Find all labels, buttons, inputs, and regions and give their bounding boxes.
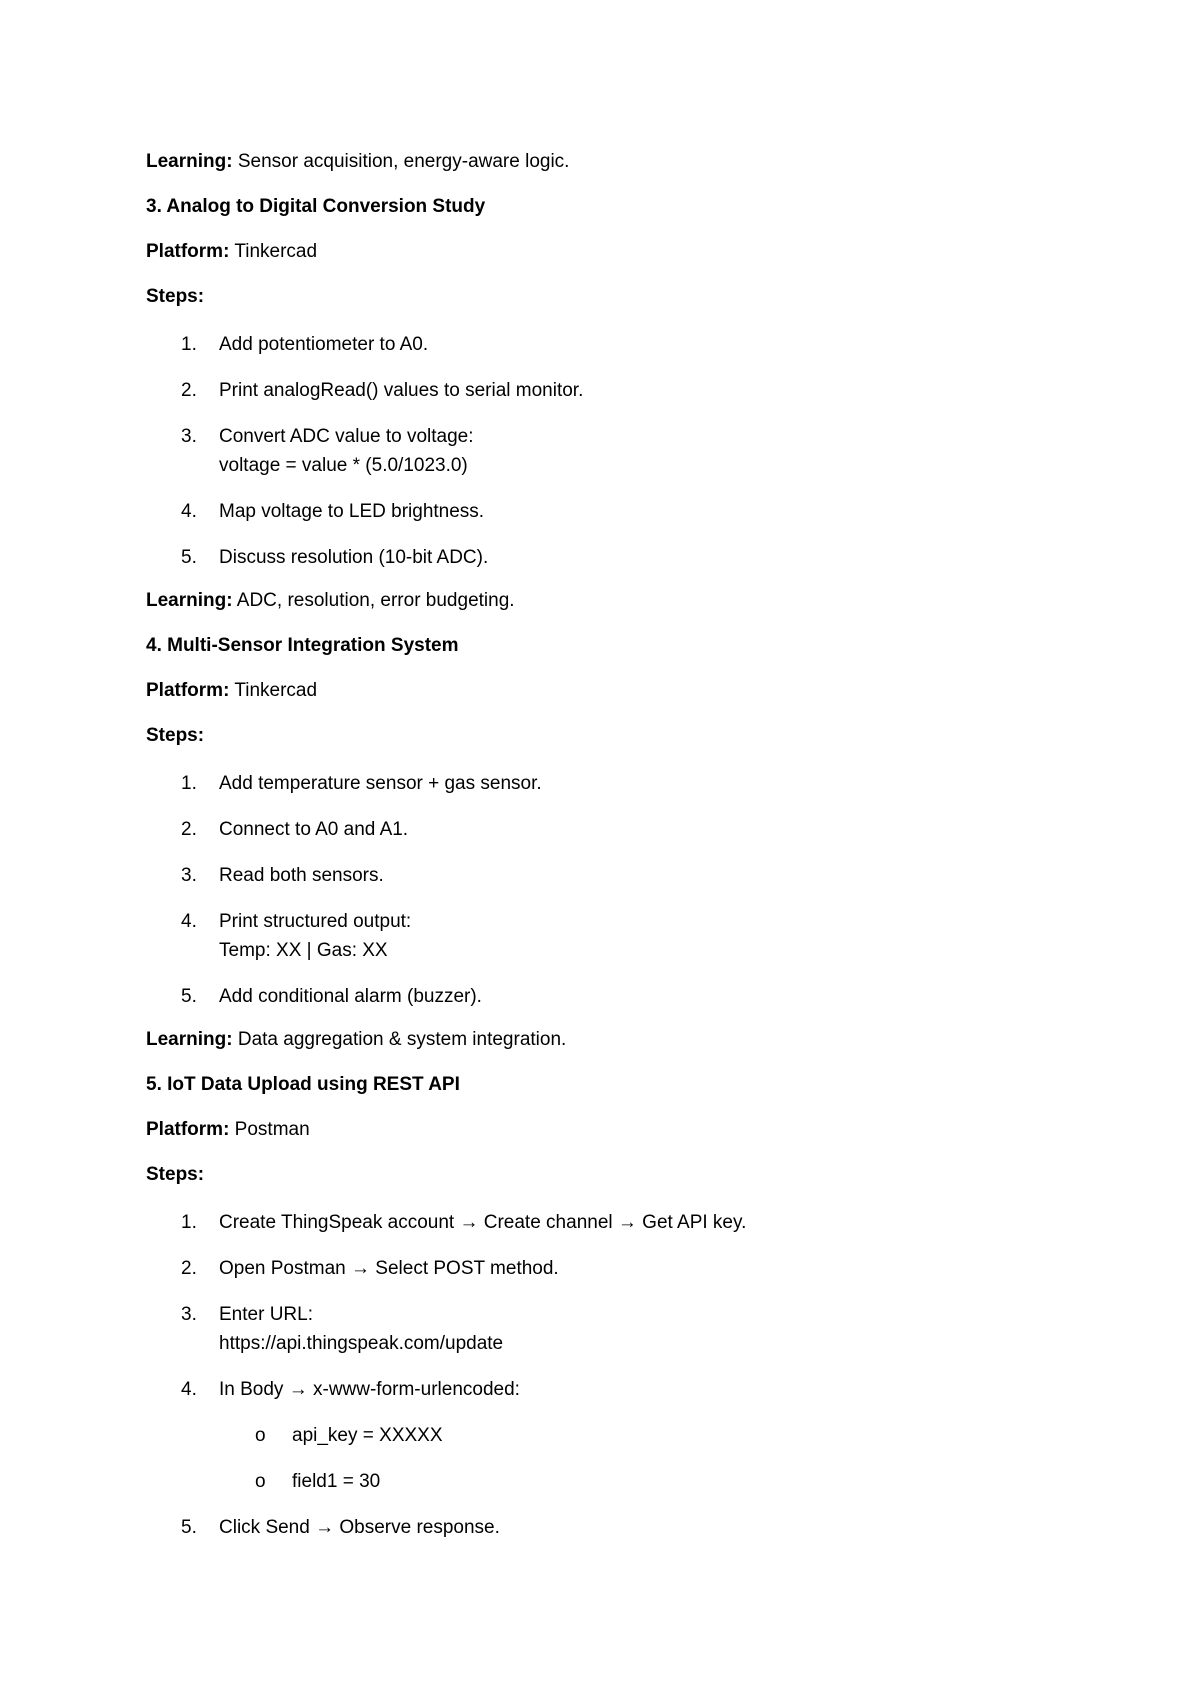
sub-list-item xyxy=(219,1421,1106,1450)
paragraph-text: Tinkercad xyxy=(229,241,318,262)
step-number: 2. xyxy=(181,819,197,840)
step-text: Click Send → Observe response. xyxy=(219,1517,500,1538)
paragraph-label: Platform: xyxy=(146,1119,230,1140)
step-text: Open Postman → Select POST method. xyxy=(219,1258,559,1279)
step-text: Connect to A0 and A1. xyxy=(219,819,409,840)
step-text: Print analogRead() values to serial monitor. xyxy=(219,380,584,401)
paragraph xyxy=(146,1028,1106,1052)
paragraph-label: Learning: xyxy=(146,1029,233,1050)
step-item xyxy=(146,861,1106,890)
paragraph xyxy=(146,240,1106,264)
step-text: Print structured output: xyxy=(219,911,412,932)
step-number: 2. xyxy=(181,1258,197,1279)
step-text: voltage = value * (5.0/1023.0) xyxy=(219,455,468,476)
step-number: 2. xyxy=(181,380,197,401)
paragraph-text: Tinkercad xyxy=(229,680,318,701)
step-item xyxy=(146,769,1106,798)
step-text: Map voltage to LED brightness. xyxy=(219,501,485,522)
paragraph-label: Platform: xyxy=(146,241,230,262)
paragraph xyxy=(146,724,1106,748)
paragraph-text: Data aggregation & system integration. xyxy=(232,1029,567,1050)
step-item xyxy=(146,376,1106,405)
paragraph-label: Learning: xyxy=(146,590,233,611)
document-page xyxy=(146,150,1106,1559)
paragraph-label: Steps: xyxy=(146,1164,205,1185)
steps-list xyxy=(146,330,1106,572)
step-text: Convert ADC value to voltage: xyxy=(219,426,474,447)
steps-list xyxy=(146,1208,1106,1542)
step-item xyxy=(146,330,1106,359)
paragraph-text: Sensor acquisition, energy-aware logic. xyxy=(232,151,570,172)
paragraph-label: Steps: xyxy=(146,286,205,307)
step-item xyxy=(146,543,1106,572)
step-item xyxy=(146,815,1106,844)
paragraph xyxy=(146,1163,1106,1187)
step-text: Add temperature sensor + gas sensor. xyxy=(219,773,542,794)
paragraph-label: Steps: xyxy=(146,725,205,746)
paragraph xyxy=(146,150,1106,174)
step-number: 1. xyxy=(181,773,197,794)
step-number: 5. xyxy=(181,547,197,568)
step-text: Add conditional alarm (buzzer). xyxy=(219,986,482,1007)
step-item xyxy=(146,907,1106,965)
step-number: 1. xyxy=(181,1212,197,1233)
steps-list xyxy=(146,769,1106,1011)
step-text: Temp: XX | Gas: XX xyxy=(219,940,388,961)
sub-list xyxy=(219,1421,1106,1496)
step-text: Discuss resolution (10-bit ADC). xyxy=(219,547,489,568)
step-text: https://api.thingspeak.com/update xyxy=(219,1333,504,1354)
step-number: 5. xyxy=(181,1517,197,1538)
step-number: 3. xyxy=(181,1304,197,1325)
paragraph-label: Platform: xyxy=(146,680,230,701)
step-number: 4. xyxy=(181,1379,197,1400)
paragraph xyxy=(146,1118,1106,1142)
step-item xyxy=(146,1300,1106,1358)
step-item xyxy=(146,497,1106,526)
step-number: 1. xyxy=(181,334,197,355)
step-number: 4. xyxy=(181,911,197,932)
step-text: In Body → x-www-form-urlencoded: xyxy=(219,1379,520,1400)
paragraph xyxy=(146,285,1106,309)
step-item xyxy=(146,982,1106,1011)
step-item xyxy=(146,1513,1106,1542)
step-item xyxy=(146,1208,1106,1237)
sub-list-item xyxy=(219,1467,1106,1496)
section-heading: 4. Multi-Sensor Integration System xyxy=(146,635,459,656)
step-number: 3. xyxy=(181,426,197,447)
step-text: Enter URL: xyxy=(219,1304,313,1325)
step-number: 3. xyxy=(181,865,197,886)
paragraph xyxy=(146,589,1106,613)
step-item xyxy=(146,1254,1106,1283)
step-text: Add potentiometer to A0. xyxy=(219,334,429,355)
section-heading: 3. Analog to Digital Conversion Study xyxy=(146,196,486,217)
paragraph-label: Learning: xyxy=(146,151,233,172)
sub-list-text: field1 = 30 xyxy=(292,1471,381,1492)
paragraph-text: Postman xyxy=(229,1119,310,1140)
step-number: 4. xyxy=(181,501,197,522)
bullet-icon: o xyxy=(255,1425,266,1446)
step-item xyxy=(146,422,1106,480)
paragraph-text: ADC, resolution, error budgeting. xyxy=(232,590,515,611)
step-number: 5. xyxy=(181,986,197,1007)
step-text: Create ThingSpeak account → Create channel → Get API key. xyxy=(219,1212,747,1233)
step-text: Read both sensors. xyxy=(219,865,384,886)
paragraph xyxy=(146,679,1106,703)
sub-list-text: api_key = XXXXX xyxy=(292,1425,443,1446)
section-heading: 5. IoT Data Upload using REST API xyxy=(146,1074,460,1095)
bullet-icon: o xyxy=(255,1471,266,1492)
step-item xyxy=(146,1375,1106,1496)
